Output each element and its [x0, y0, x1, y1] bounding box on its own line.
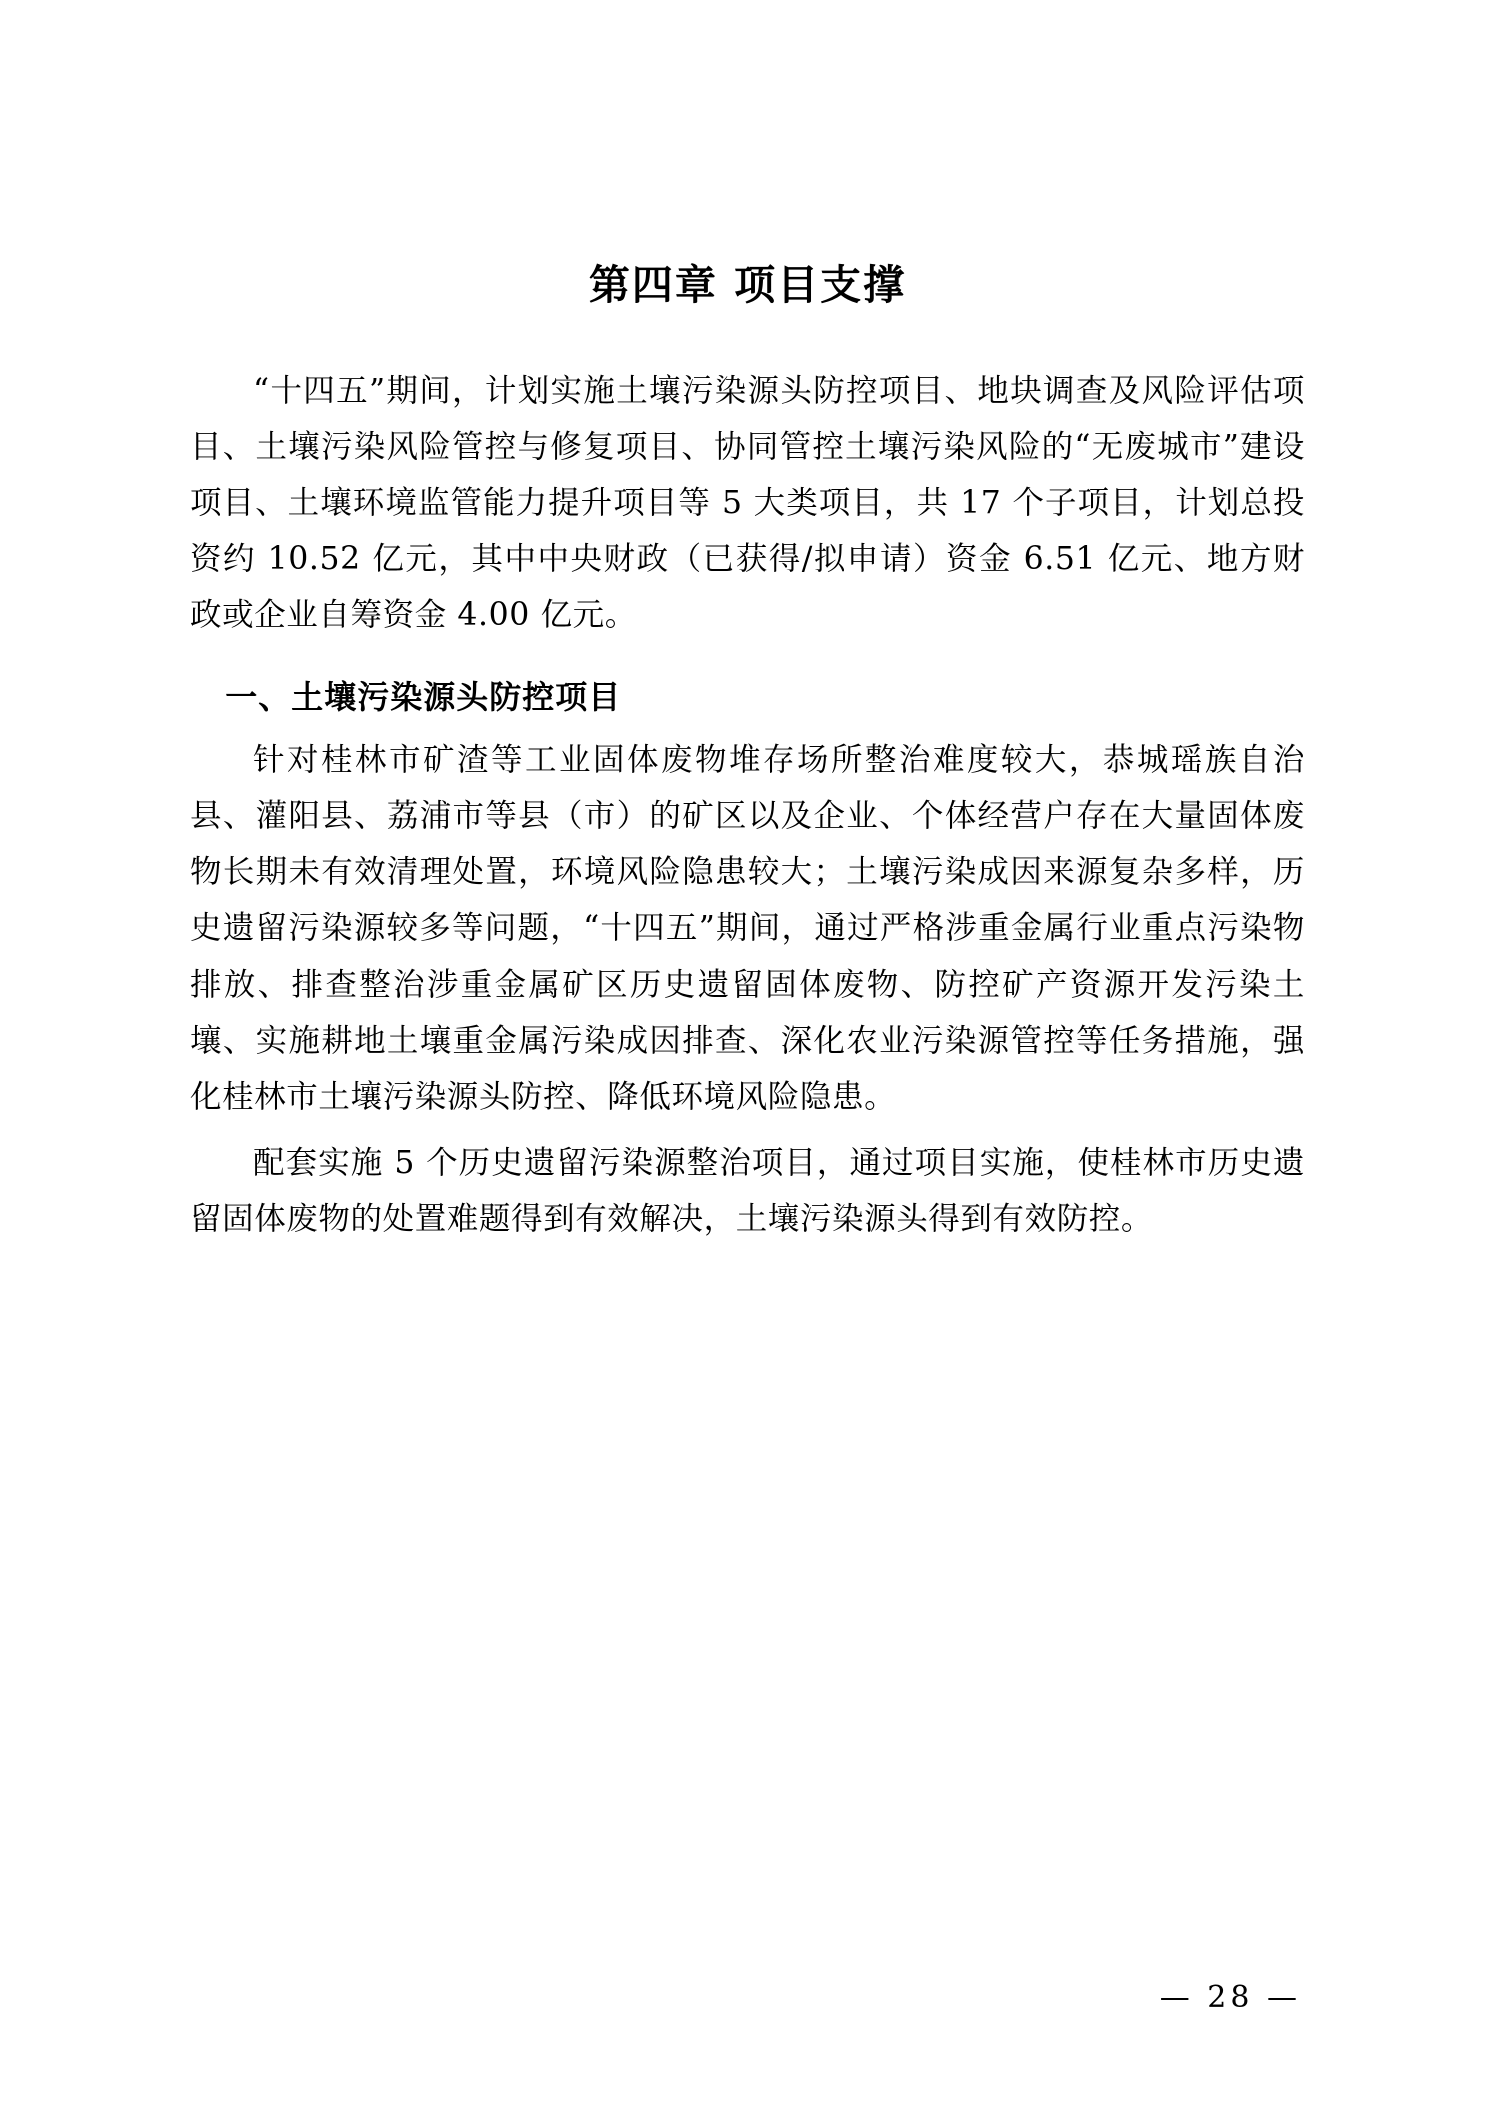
page-title: 第四章 项目支撑: [588, 261, 907, 309]
paragraph-intro: “十四五”期间，计划实施土壤污染源头防控项目、地块调查及风险评估项目、土壤污染风险管控与修复项目、协同管控土壤污染风险的“无废城市”建设项目、土壤环境监管能力提升项目等 5 大类项目，共 17 个子项目，计划总投资约 10.52 亿元，其中中央财政（已获得/拟申请）资金 6.51 亿元、地方财政或企业自筹资金 4.00 亿元。: [190, 373, 1305, 634]
paragraph-section-1-outcome: 配套实施 5 个历史遗留污染源整治项目，通过项目实施，使桂林市历史遗留固体废物的处置难题得到有效解决，土壤污染源头得到有效防控。: [190, 1144, 1305, 1237]
section-heading-1: 一、土壤污染源头防控项目: [225, 678, 622, 717]
page-content: [190, 0, 1305, 1247]
paragraph-section-1-body: 针对桂林市矿渣等工业固体废物堆存场所整治难度较大，恭城瑶族自治县、灌阳县、荔浦市等县（市）的矿区以及企业、个体经营户存在大量固体废物长期未有效清理处置，环境风险隐患较大；土壤污染成因来源复杂多样，历史遗留污染源较多等问题，“十四五”期间，通过严格涉重金属行业重点污染物排放、排查整治涉重金属矿区历史遗留固体废物、防控矿产资源开发污染土壤、实施耕地土壤重金属污染成因排查、深化农业污染源管控等任务措施，强化桂林市土壤污染源头防控、降低环境风险隐患。: [190, 742, 1305, 1115]
page-number: — 28 —: [1159, 1980, 1301, 2015]
